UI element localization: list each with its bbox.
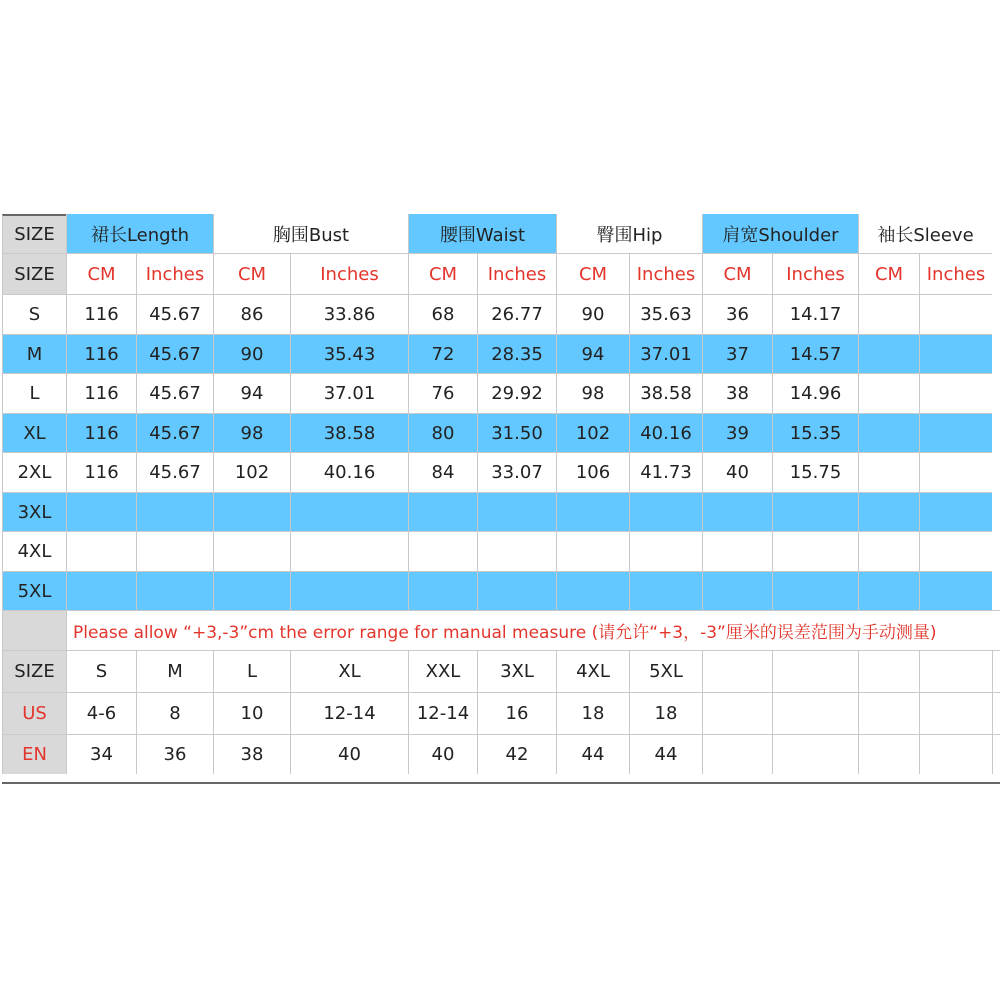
table-cell: [858, 492, 919, 531]
empty-cell: [919, 650, 992, 692]
en-size-cell: 38: [213, 734, 290, 774]
table-cell: [477, 492, 556, 531]
table-cell: 26.77: [477, 294, 556, 334]
table-cell: [702, 492, 772, 531]
table-cell: 14.17: [772, 294, 858, 334]
measure-group-header: 袖长Sleeve: [858, 214, 992, 253]
conversion-size-cell: S: [66, 650, 136, 692]
table-cell: [858, 531, 919, 571]
table-cell: 37.01: [290, 373, 408, 413]
table-cell: 29.92: [477, 373, 556, 413]
table-cell: 14.57: [772, 334, 858, 373]
table-cell: 38: [702, 373, 772, 413]
table-cell: [556, 492, 629, 531]
table-cell: [290, 492, 408, 531]
table-cell: 98: [556, 373, 629, 413]
empty-cell: [702, 734, 772, 774]
table-cell: [858, 373, 919, 413]
table-cell: 102: [556, 413, 629, 452]
unit-header-cell: CM: [66, 253, 136, 294]
table-cell: [772, 531, 858, 571]
table-cell: [213, 492, 290, 531]
table-cell: 15.75: [772, 452, 858, 492]
measurement-tolerance-note: Please allow “+3,-3”cm the error range for manual measure (请允许“+3，-3”厘米的误差范围为手动测量): [66, 610, 1000, 650]
size-label-cell: 3XL: [2, 492, 66, 531]
measure-group-header: 胸围Bust: [213, 214, 408, 253]
us-label-cell: US: [2, 692, 66, 734]
us-size-cell: 12-14: [408, 692, 477, 734]
empty-cell: [919, 692, 992, 734]
table-cell: 38.58: [290, 413, 408, 452]
en-size-cell: 42: [477, 734, 556, 774]
table-cell: 90: [213, 334, 290, 373]
empty-cell: [858, 650, 919, 692]
en-size-cell: 34: [66, 734, 136, 774]
table-cell: [702, 531, 772, 571]
unit-header-cell: CM: [408, 253, 477, 294]
size-label-cell: 5XL: [2, 571, 66, 610]
unit-header-cell: CM: [213, 253, 290, 294]
size-label-cell: 2XL: [2, 452, 66, 492]
size-header-cell: SIZE: [2, 253, 66, 294]
en-size-cell: 44: [556, 734, 629, 774]
table-cell: 102: [213, 452, 290, 492]
measure-group-header: 肩宽Shoulder: [702, 214, 858, 253]
table-cell: [858, 294, 919, 334]
unit-header-cell: CM: [556, 253, 629, 294]
unit-header-cell: Inches: [136, 253, 213, 294]
table-cell: 80: [408, 413, 477, 452]
table-cell: 90: [556, 294, 629, 334]
empty-cell: [702, 650, 772, 692]
table-cell: [858, 413, 919, 452]
table-cell: [136, 531, 213, 571]
table-cell: 31.50: [477, 413, 556, 452]
table-cell: 76: [408, 373, 477, 413]
empty-cell: [772, 650, 858, 692]
empty-cell: [919, 734, 992, 774]
table-cell: 45.67: [136, 294, 213, 334]
unit-header-cell: Inches: [629, 253, 702, 294]
table-cell: [556, 571, 629, 610]
conversion-size-label: SIZE: [2, 650, 66, 692]
unit-header-cell: CM: [858, 253, 919, 294]
table-cell: 37: [702, 334, 772, 373]
table-cell: [919, 294, 992, 334]
table-cell: [858, 334, 919, 373]
empty-cell: [702, 692, 772, 734]
conversion-size-cell: 3XL: [477, 650, 556, 692]
table-cell: 14.96: [772, 373, 858, 413]
table-cell: 106: [556, 452, 629, 492]
table-cell: 45.67: [136, 373, 213, 413]
table-cell: 41.73: [629, 452, 702, 492]
table-cell: [629, 571, 702, 610]
en-size-cell: 40: [290, 734, 408, 774]
conversion-size-cell: 4XL: [556, 650, 629, 692]
empty-cell: [992, 650, 1000, 692]
table-cell: 45.67: [136, 452, 213, 492]
conversion-size-cell: L: [213, 650, 290, 692]
us-size-cell: 10: [213, 692, 290, 734]
table-cell: [919, 492, 992, 531]
empty-cell: [858, 734, 919, 774]
table-cell: 86: [213, 294, 290, 334]
size-label-cell: 4XL: [2, 531, 66, 571]
table-cell: [408, 492, 477, 531]
table-cell: 98: [213, 413, 290, 452]
table-cell: 72: [408, 334, 477, 373]
table-cell: [629, 531, 702, 571]
size-chart-table: [2, 214, 1000, 784]
table-cell: [213, 531, 290, 571]
en-size-cell: 44: [629, 734, 702, 774]
us-size-cell: 12-14: [290, 692, 408, 734]
table-cell: [290, 531, 408, 571]
table-cell: 37.01: [629, 334, 702, 373]
unit-header-cell: CM: [702, 253, 772, 294]
table-cell: [919, 413, 992, 452]
table-cell: 28.35: [477, 334, 556, 373]
table-cell: [919, 531, 992, 571]
table-cell: [290, 571, 408, 610]
table-cell: [919, 334, 992, 373]
unit-header-cell: Inches: [772, 253, 858, 294]
us-size-cell: 16: [477, 692, 556, 734]
us-size-cell: 18: [556, 692, 629, 734]
table-cell: 35.43: [290, 334, 408, 373]
table-cell: 116: [66, 373, 136, 413]
table-cell: [136, 571, 213, 610]
table-cell: 94: [556, 334, 629, 373]
table-cell: 40.16: [290, 452, 408, 492]
table-cell: [477, 531, 556, 571]
conversion-size-cell: XXL: [408, 650, 477, 692]
table-cell: 36: [702, 294, 772, 334]
table-cell: [858, 452, 919, 492]
us-size-cell: 8: [136, 692, 213, 734]
size-header-cell: SIZE: [2, 214, 66, 253]
table-cell: 39: [702, 413, 772, 452]
size-label-cell: M: [2, 334, 66, 373]
table-cell: [66, 571, 136, 610]
table-cell: [408, 571, 477, 610]
table-cell: [556, 531, 629, 571]
empty-cell: [772, 734, 858, 774]
table-cell: [629, 492, 702, 531]
table-cell: 40: [702, 452, 772, 492]
table-cell: [772, 492, 858, 531]
table-cell: [66, 531, 136, 571]
table-cell: 45.67: [136, 334, 213, 373]
conversion-size-cell: 5XL: [629, 650, 702, 692]
table-cell: 45.67: [136, 413, 213, 452]
table-cell: 15.35: [772, 413, 858, 452]
table-cell: [772, 571, 858, 610]
table-cell: [858, 571, 919, 610]
unit-header-cell: Inches: [919, 253, 992, 294]
measure-group-header: 裙长Length: [66, 214, 213, 253]
size-label-cell: S: [2, 294, 66, 334]
empty-cell: [772, 692, 858, 734]
table-cell: 35.63: [629, 294, 702, 334]
measure-group-header: 臀围Hip: [556, 214, 702, 253]
note-label-cell: [2, 610, 66, 650]
table-cell: 38.58: [629, 373, 702, 413]
empty-cell: [858, 692, 919, 734]
en-size-cell: 36: [136, 734, 213, 774]
table-cell: 116: [66, 413, 136, 452]
us-size-cell: 4-6: [66, 692, 136, 734]
table-cell: [919, 571, 992, 610]
table-cell: 33.07: [477, 452, 556, 492]
empty-cell: [992, 692, 1000, 734]
table-cell: [919, 452, 992, 492]
size-label-cell: L: [2, 373, 66, 413]
table-cell: 84: [408, 452, 477, 492]
table-cell: 33.86: [290, 294, 408, 334]
table-cell: [213, 571, 290, 610]
table-cell: 116: [66, 334, 136, 373]
table-cell: 94: [213, 373, 290, 413]
table-cell: [136, 492, 213, 531]
table-cell: [408, 531, 477, 571]
table-cell: [702, 571, 772, 610]
table-cell: [477, 571, 556, 610]
unit-header-cell: Inches: [477, 253, 556, 294]
table-cell: 40.16: [629, 413, 702, 452]
conversion-size-cell: M: [136, 650, 213, 692]
table-cell: 116: [66, 452, 136, 492]
table-bottom-border: [2, 782, 1000, 784]
measure-group-header: 腰围Waist: [408, 214, 556, 253]
table-cell: [66, 492, 136, 531]
table-cell: 68: [408, 294, 477, 334]
table-cell: 116: [66, 294, 136, 334]
us-size-cell: 18: [629, 692, 702, 734]
en-label-cell: EN: [2, 734, 66, 774]
conversion-size-cell: XL: [290, 650, 408, 692]
empty-cell: [992, 734, 1000, 774]
en-size-cell: 40: [408, 734, 477, 774]
size-label-cell: XL: [2, 413, 66, 452]
table-cell: [919, 373, 992, 413]
unit-header-cell: Inches: [290, 253, 408, 294]
